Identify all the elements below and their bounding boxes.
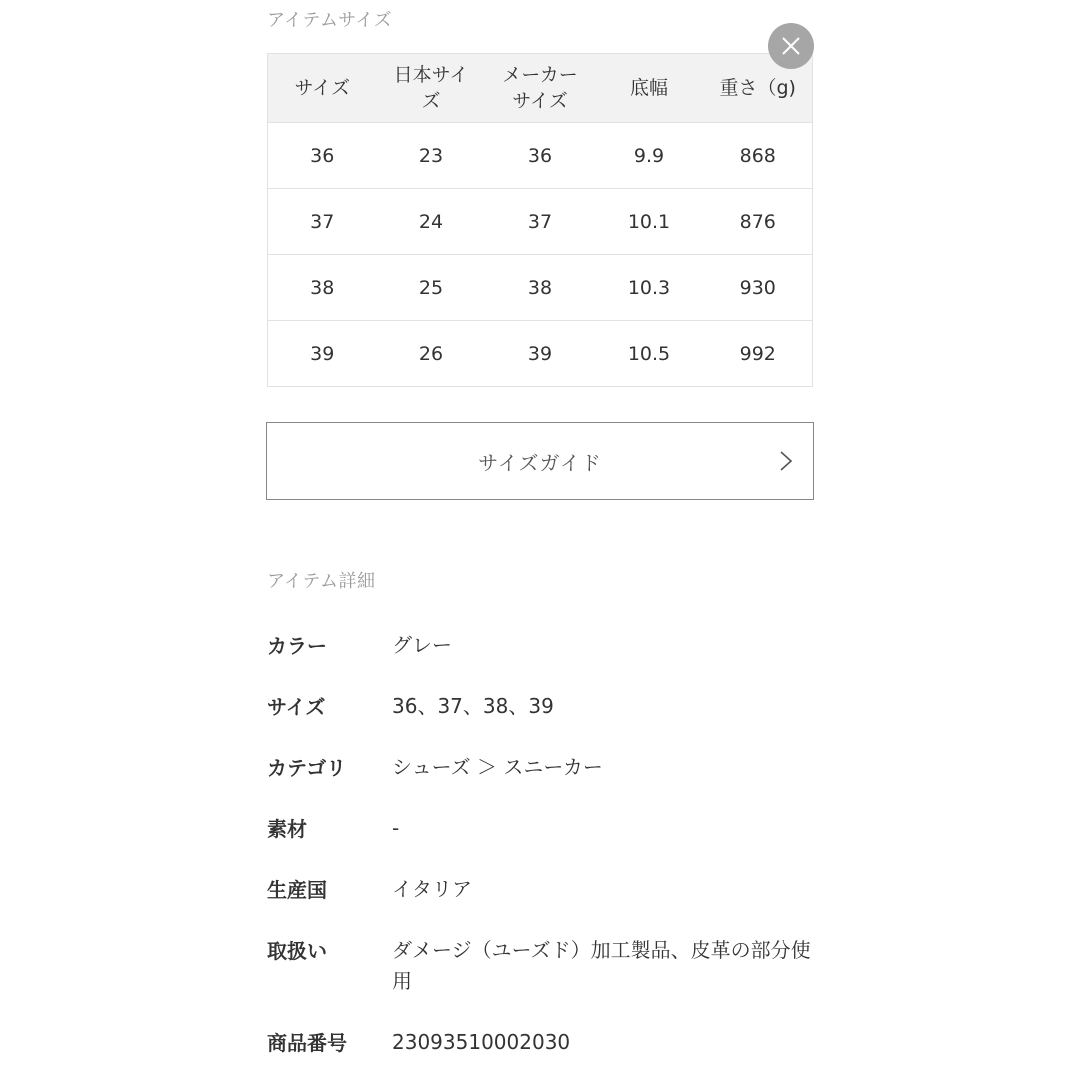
size-guide-label: サイズガイド: [478, 450, 602, 475]
table-cell: 876: [704, 189, 813, 255]
table-cell: 10.1: [595, 189, 704, 255]
table-cell: 10.3: [595, 255, 704, 321]
header-jp-size: [377, 54, 486, 123]
detail-key: サイズ: [267, 695, 326, 719]
header-maker-size-line2: サイズ: [512, 90, 568, 112]
detail-key: カラー: [267, 634, 327, 658]
header-maker-size: [486, 54, 595, 123]
table-cell: 39: [486, 321, 595, 387]
detail-key: 素材: [267, 817, 307, 841]
header-size-label: サイズ: [294, 77, 350, 99]
header-jp-size-line2: ズ: [421, 90, 441, 112]
close-button[interactable]: [768, 23, 814, 69]
table-cell: 9.9: [595, 123, 704, 189]
table-cell: 24: [377, 189, 486, 255]
table-cell: 26: [377, 321, 486, 387]
header-sole-width-label: 底幅: [629, 77, 668, 99]
table-cell: 868: [704, 123, 813, 189]
table-row: [268, 255, 813, 321]
table-row: [268, 189, 813, 255]
detail-value: グレー: [392, 633, 452, 657]
detail-value: ダメージ（ユーズド）加工製品、皮革の部分使用: [392, 938, 811, 993]
table-cell: 38: [486, 255, 595, 321]
header-maker-size-line1: メーカー: [502, 64, 578, 86]
table-row: [268, 321, 813, 387]
table-row: [268, 123, 813, 189]
detail-value: イタリア: [392, 877, 472, 901]
detail-value: シューズ ＞ スニーカー: [392, 755, 603, 779]
close-icon: [781, 36, 801, 56]
table-cell: 37: [268, 189, 377, 255]
table-cell: 37: [486, 189, 595, 255]
item-size-section-title: アイテムサイズ: [267, 10, 393, 31]
table-cell: 36: [268, 123, 377, 189]
chevron-right-icon: [779, 450, 793, 472]
table-cell: 38: [268, 255, 377, 321]
header-sole-width: [595, 54, 704, 123]
table-cell: 36: [486, 123, 595, 189]
table-cell: 930: [704, 255, 813, 321]
detail-key: 商品番号: [267, 1031, 347, 1055]
header-size: [268, 54, 377, 123]
size-table-header-row: [268, 54, 813, 123]
header-jp-size-line1: 日本サイ: [393, 64, 469, 86]
size-table: [267, 53, 813, 387]
table-cell: 10.5: [595, 321, 704, 387]
detail-value: 23093510002030: [392, 1030, 571, 1054]
detail-value: -: [392, 816, 400, 840]
table-cell: 23: [377, 123, 486, 189]
detail-key: カテゴリ: [267, 756, 347, 780]
header-weight-label: 重さ（g): [719, 77, 796, 99]
table-cell: 992: [704, 321, 813, 387]
table-cell: 39: [268, 321, 377, 387]
size-guide-button[interactable]: [266, 422, 814, 500]
item-detail-section-title: アイテム詳細: [267, 571, 376, 592]
table-cell: 25: [377, 255, 486, 321]
detail-value: 36、37、38、39: [392, 694, 554, 718]
detail-key: 生産国: [267, 878, 327, 902]
detail-key: 取扱い: [267, 939, 327, 963]
